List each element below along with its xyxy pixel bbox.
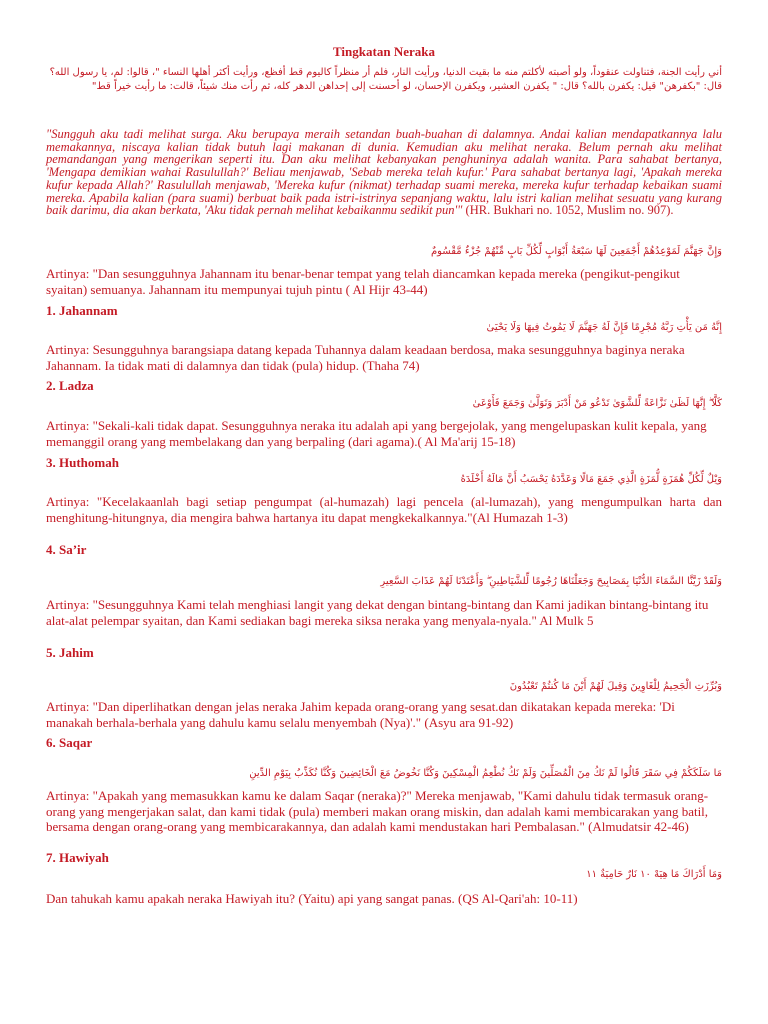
section-verse: كَلَّا ۖ إِنَّهَا لَظَىٰ نَزَّاعَةً لِّلشَّوَىٰ تَدْعُو مَنْ أَدْبَرَ وَتَوَلَّىٰ وَجَمَعَ فَأَوْعَىٰ — [472, 398, 722, 409]
section-translation: Artinya: "Sesungguhnya Kami telah menghiasi langit yang dekat dengan bintang-bintang dan Kami jadikan bintang-bintang itu alat-alat pelempar syaitan, dan Kami sediakan bagi mereka siksa neraka yang menyala-nyala." Al Mulk 5 — [46, 597, 709, 628]
hadith-arabic: أني رأيت الجنة، فتناولت عنقوداً، ولو أصبته لأكلتم منه ما بقيت الدنيا، ورأيت النار، فلم أر منظراً كاليوم قط أفظع، ورأيت أكثر أهلها النساء "، قالوا: لم، يا رسول الله؟ قال: "بكفرهن" قيل: يكفرن بالله؟ قال: " يكفرن العشير، ويكفرن الإحسان، لو أحسنت إلى إحداهن الدهر كله، ثم رأت منك شيئاً، قالت: ما رأيت خيراً قط" — [49, 67, 722, 92]
section-heading: 1. Jahannam — [46, 303, 118, 318]
section-heading: 6. Saqar — [46, 735, 93, 750]
section-translation: Artinya: "Sekali-kali tidak dapat. Sesungguhnya neraka itu adalah api yang bergejolak, yang mengelupaskan kulit kepala, yang memanggil orang yang membelakang dan yang berpaling (dari agama).( Al Ma'arij 15-18) — [46, 418, 707, 449]
section-translation: Artinya: Sesungguhnya barangsiapa datang kepada Tuhannya dalam keadaan berdosa, maka sesungguhnya baginya neraka Jahannam. Ia tidak mati di dalamnya dan tidak (pula) hidup. (Thaha 74) — [46, 342, 685, 373]
section-heading: 3. Huthomah — [46, 455, 119, 470]
section-translation: Dan tahukah kamu apakah neraka Hawiyah itu? (Yaitu) api yang sangat panas. (QS Al-Qari'ah: 10-11) — [46, 891, 578, 906]
section-heading: 7. Hawiyah — [46, 850, 109, 865]
section-verse: وَمَا أَدْرَاكَ مَا هِيَهْ ١٠ نَارٌ حَامِيَةٌ ١١ — [586, 869, 722, 880]
intro-translation: Artinya: "Dan sesungguhnya Jahannam itu benar-benar tempat yang telah diancamkan kepada mereka (pengikut-pengikut syaitan) semuanya. Jahannam itu mempunyai tujuh pintu ( Al Hijr 43-44) — [46, 266, 680, 297]
hadith-translation — [46, 128, 722, 217]
section-heading: 4. Sa’ir — [46, 542, 87, 557]
section-translation: Artinya: "Kecelakaanlah bagi setiap pengumpat (al-humazah) lagi pencela (al-lumazah), yang mengumpulkan harta dan menghitung-hitungnya, dia mengira bahwa hartanya itu dapat mengkekalkannya."(Al Humazah 1-3) — [46, 494, 722, 525]
hadith-translation-text: "Sungguh aku tadi melihat surga. Aku berupaya meraih setandan buah-buahan di dalamnya. Andai kalian mendapatkannya lalu memakannya, niscaya kalian tidak butuh lagi makanan di dunia. Kemudian aku melihat neraka. Belum pernah aku melihat pemandangan yang mengerikan seperti itu. Dan aku melihat kebanyakan penghuninya adalah wanita. Para sahabat bertanya, 'Mengapa demikian wahai Rasulullah?' Beliau menjawab, 'Sebab mereka telah kufur.' Para sahabat bertanya lagi, 'Apakah mereka kufur kepada Allah?' Rasulullah menjawab, 'Mereka kufur (nikmat) terhadap suami mereka, mereka kufur terhadap kebaikan suami mereka. Apabila kalian (para suami) berbuat baik pada istri-istrinya sepanjang waktu, lalu istri kalian melihat sesuatu yang kurang baik darimu, dia akan berkata, 'Aku tidak pernah melihat kebaikanmu sedikit pun'" — [46, 127, 722, 218]
section-heading: 2. Ladza — [46, 378, 94, 393]
section-translation: Artinya: "Apakah yang memasukkan kamu ke dalam Saqar (neraka)?" Mereka menjawab, "Kami dahulu tidak termasuk orang-orang yang mengerjakan salat, dan kami tidak (pula) memberi makan orang miskin, dan adalah kami membicarakan yang batil, bersama dengan orang-orang yang membicarakannya, dan adalah kami mendustakan hari Pembalasan." (Almudatsir 42-46) — [46, 788, 709, 834]
section-verse: وَلَقَدْ زَيَّنَّا السَّمَاءَ الدُّنْيَا بِمَصَابِيحَ وَجَعَلْنَاهَا رُجُومًا لِّلشَّيَاطِينِ ۖ وَأَعْتَدْنَا لَهُمْ عَذَابَ السَّعِيرِ — [380, 576, 722, 587]
section-translation: Artinya: "Dan diperlihatkan dengan jelas neraka Jahim kepada orang-orang yang sesat.dan dikatakan kepada mereka: 'Di manakah berhala-berhala yang dahulu kamu selalu menyembah (Nya)'." (Asyu ara 91-92) — [46, 699, 675, 730]
section-verse: وَبُرِّزَتِ الْجَحِيمُ لِلْغَاوِينَ وَقِيلَ لَهُمْ أَيْنَ مَا كُنتُمْ تَعْبُدُونَ — [509, 681, 722, 692]
section-heading: 5. Jahim — [46, 645, 94, 660]
section-verse: مَا سَلَكَكُمْ فِي سَقَرَ قَالُوا لَمْ نَكُ مِنَ الْمُصَلِّينَ وَلَمْ نَكُ نُطْعِمُ الْمِسْكِينَ وَكُنَّا نَخُوضُ مَعَ الْخَائِضِينَ وَكُنَّا نُكَذِّبُ بِيَوْمِ الدِّينِ — [249, 768, 722, 779]
hadith-source: (HR. Bukhari no. 1052, Muslim no. 907). — [462, 203, 674, 218]
page-title: Tingkatan Neraka — [333, 44, 435, 59]
section-verse: إِنَّهُ مَن يَأْتِ رَبَّهُ مُجْرِمًا فَإِنَّ لَهُ جَهَنَّمَ لَا يَمُوتُ فِيهَا وَلَا يَحْيَىٰ — [486, 322, 722, 333]
intro-verse: وَإِنَّ جَهَنَّمَ لَمَوْعِدُهُمْ أَجْمَعِينَ لَهَا سَبْعَةُ أَبْوَابٍ لِّكُلِّ بَابٍ مِّنْهُمْ جُزْءٌ مَّقْسُومٌ — [430, 246, 722, 257]
section-verse: وَيْلٌ لِّكُلِّ هُمَزَةٍ لُّمَزَةٍ الَّذِي جَمَعَ مَالًا وَعَدَّدَهُ يَحْسَبُ أَنَّ مَالَهُ أَخْلَدَهُ — [460, 474, 722, 485]
